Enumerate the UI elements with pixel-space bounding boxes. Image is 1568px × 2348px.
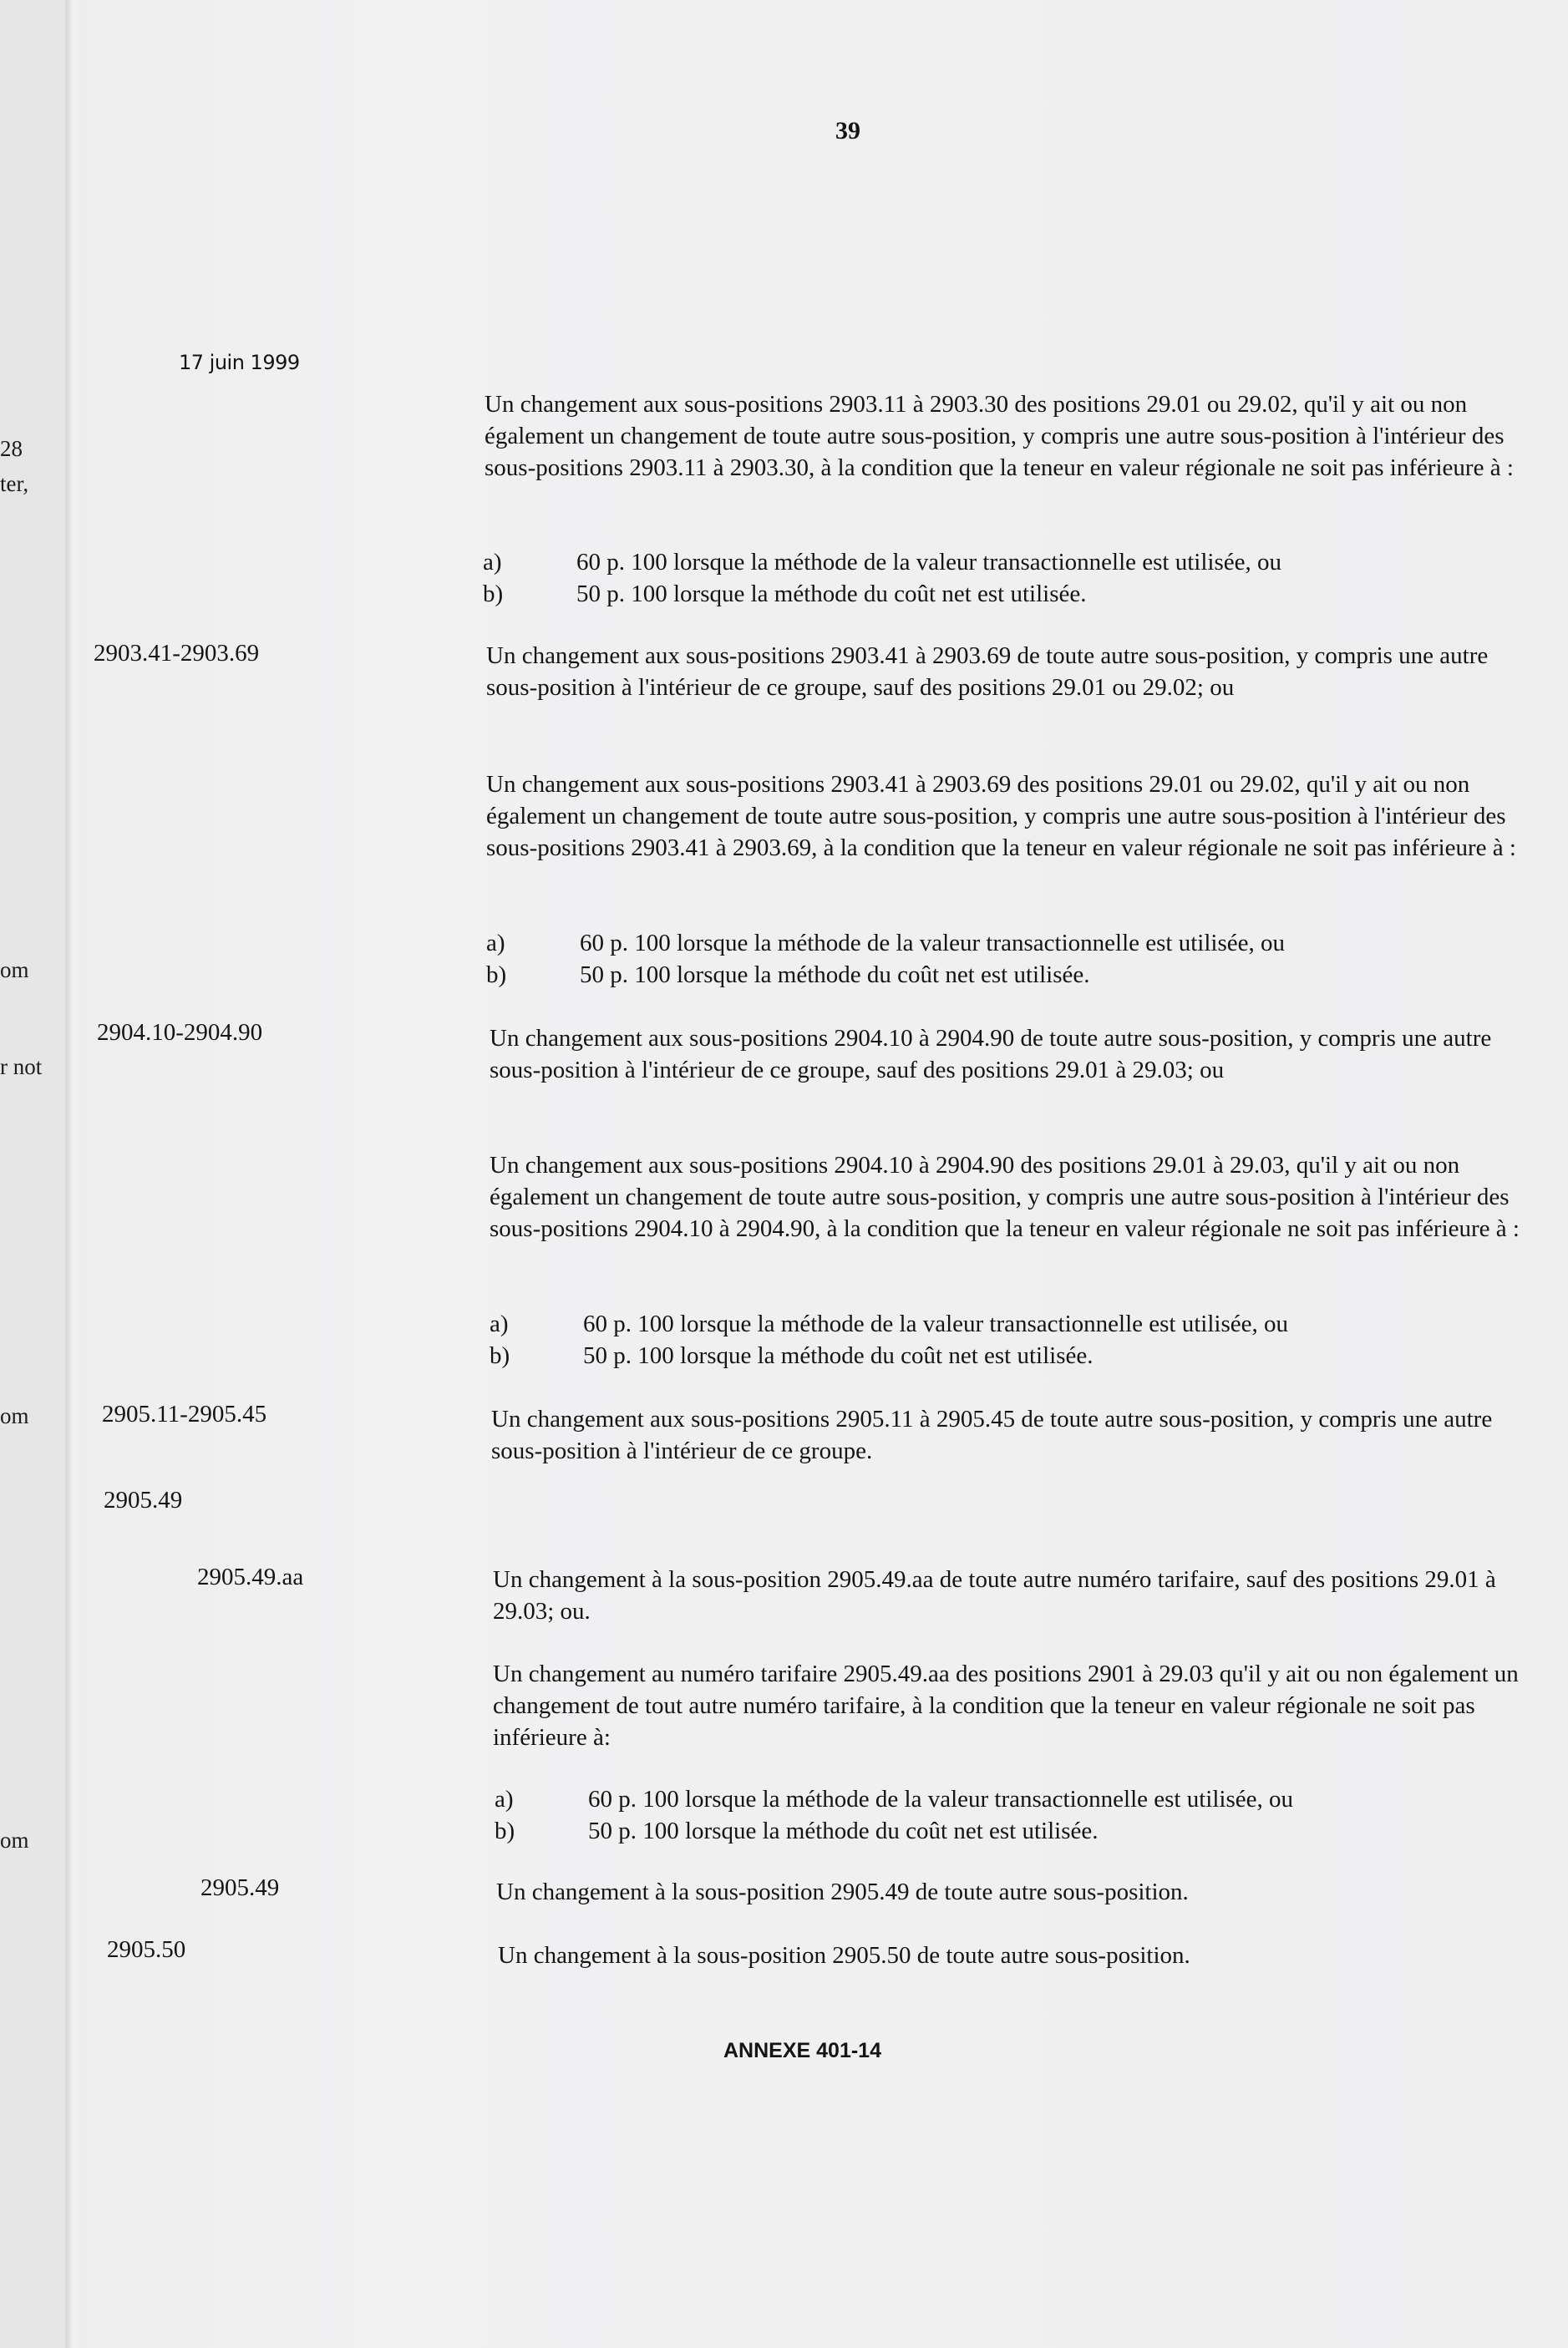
item-label: a)	[490, 1311, 509, 1337]
condition-list	[486, 927, 1530, 991]
condition-item	[483, 546, 1527, 578]
condition-item	[486, 959, 1530, 991]
item-text: 50 p. 100 lorsque la méthode du coût net est utilisée.	[588, 1818, 1099, 1844]
item-text: 60 p. 100 lorsque la méthode de la valeur transactionnelle est utilisée, ou	[588, 1786, 1293, 1813]
page-footer: ANNEXE 401-14	[723, 2039, 881, 2062]
tariff-code: 2905.49	[200, 1874, 280, 1901]
item-label: b)	[490, 1342, 510, 1369]
tariff-code: 2905.49.aa	[197, 1564, 304, 1590]
condition-item	[490, 1308, 1534, 1340]
rule-text: Un changement aux sous-positions 2904.10 à 2904.90 de toute autre sous-position, y compris une autre sous-position à l'intérieur de ce groupe, sauf des positions 29.01 à 29.03; ou	[490, 1025, 1492, 1083]
margin-fragment: om	[0, 957, 29, 982]
margin-fragment: om	[0, 1403, 29, 1428]
item-label: b)	[495, 1818, 515, 1844]
rule-text: Un changement au numéro tarifaire 2905.49.aa des positions 2901 à 29.03 qu'il y ait ou non également un changement de tout autre numéro tarifaire, à la condition que la teneur en valeur régionale ne soit pas inférieure à:	[493, 1661, 1519, 1751]
item-label: a)	[483, 549, 502, 576]
margin-fragment: ter,	[0, 471, 29, 496]
condition-list	[490, 1308, 1534, 1372]
rule-text: Un changement à la sous-position 2905.49 de toute autre sous-position.	[496, 1879, 1189, 1905]
margin-fragment: 28	[0, 436, 23, 461]
item-label: a)	[495, 1786, 514, 1813]
rule-text: Un changement aux sous-positions 2903.41 à 2903.69 des positions 29.01 ou 29.02, qu'il y ait ou non également un changement de toute autre sous-position, y compris une autre sous-position à l'intérieur des sous-positions 2903.41 à 2903.69, à la condition que la teneur en valeur régionale ne soit pas inférieure à :	[486, 771, 1516, 861]
condition-list	[483, 546, 1527, 610]
tariff-code: 2905.49	[104, 1487, 183, 1514]
item-label: a)	[486, 930, 505, 956]
tariff-code: 2904.10-2904.90	[97, 1019, 263, 1046]
rule-text: Un changement à la sous-position 2905.50 de toute autre sous-position.	[498, 1942, 1190, 1969]
condition-item	[495, 1815, 1539, 1847]
item-label: b)	[486, 961, 507, 988]
item-text: 60 p. 100 lorsque la méthode de la valeur transactionnelle est utilisée, ou	[583, 1311, 1288, 1337]
item-label: b)	[483, 581, 504, 607]
condition-item	[490, 1340, 1534, 1372]
tariff-code: 2903.41-2903.69	[94, 640, 260, 667]
tariff-code: 2905.11-2905.45	[102, 1401, 267, 1428]
rule-text: Un changement aux sous-positions 2905.11 à 2905.45 de toute autre sous-position, y compris une autre sous-position à l'intérieur de ce groupe.	[491, 1406, 1493, 1464]
condition-list	[495, 1783, 1539, 1847]
item-text: 50 p. 100 lorsque la méthode du coût net est utilisée.	[580, 961, 1090, 988]
condition-item	[483, 578, 1527, 610]
margin-fragment: om	[0, 1828, 29, 1853]
margin-fragment: r not	[0, 1054, 43, 1079]
rule-text: Un changement aux sous-positions 2904.10 à 2904.90 des positions 29.01 à 29.03, qu'il y ait ou non également un changement de toute autre sous-position, y compris une autre sous-position à l'intérieur des sous-positions 2904.10 à 2904.90, à la condition que la teneur en valeur régionale ne soit pas inférieure à :	[490, 1152, 1520, 1242]
condition-item	[486, 927, 1530, 959]
condition-item	[495, 1783, 1539, 1815]
item-text: 60 p. 100 lorsque la méthode de la valeur transactionnelle est utilisée, ou	[580, 930, 1285, 956]
rule-text: Un changement à la sous-position 2905.49.aa de toute autre numéro tarifaire, sauf des positions 29.01 à 29.03; ou.	[493, 1566, 1496, 1625]
item-text: 60 p. 100 lorsque la méthode de la valeur transactionnelle est utilisée, ou	[576, 549, 1281, 576]
rule-text: Un changement aux sous-positions 2903.11 à 2903.30 des positions 29.01 ou 29.02, qu'il y ait ou non également un changement de toute autre sous-position, y compris une autre sous-position à l'intérieur des sous-positions 2903.11 à 2903.30, à la condition que la teneur en valeur régionale ne soit pas inférieure à :	[485, 391, 1514, 481]
item-text: 50 p. 100 lorsque la méthode du coût net est utilisée.	[583, 1342, 1094, 1369]
book-gutter	[65, 0, 84, 2348]
date-stamp: 17 juin 1999	[179, 351, 300, 374]
page-number: 39	[835, 117, 860, 145]
tariff-code: 2905.50	[107, 1936, 186, 1963]
item-text: 50 p. 100 lorsque la méthode du coût net est utilisée.	[576, 581, 1087, 607]
rule-text: Un changement aux sous-positions 2903.41 à 2903.69 de toute autre sous-position, y compris une autre sous-position à l'intérieur de ce groupe, sauf des positions 29.01 ou 29.02; ou	[486, 642, 1489, 701]
document-page	[84, 0, 1568, 2348]
